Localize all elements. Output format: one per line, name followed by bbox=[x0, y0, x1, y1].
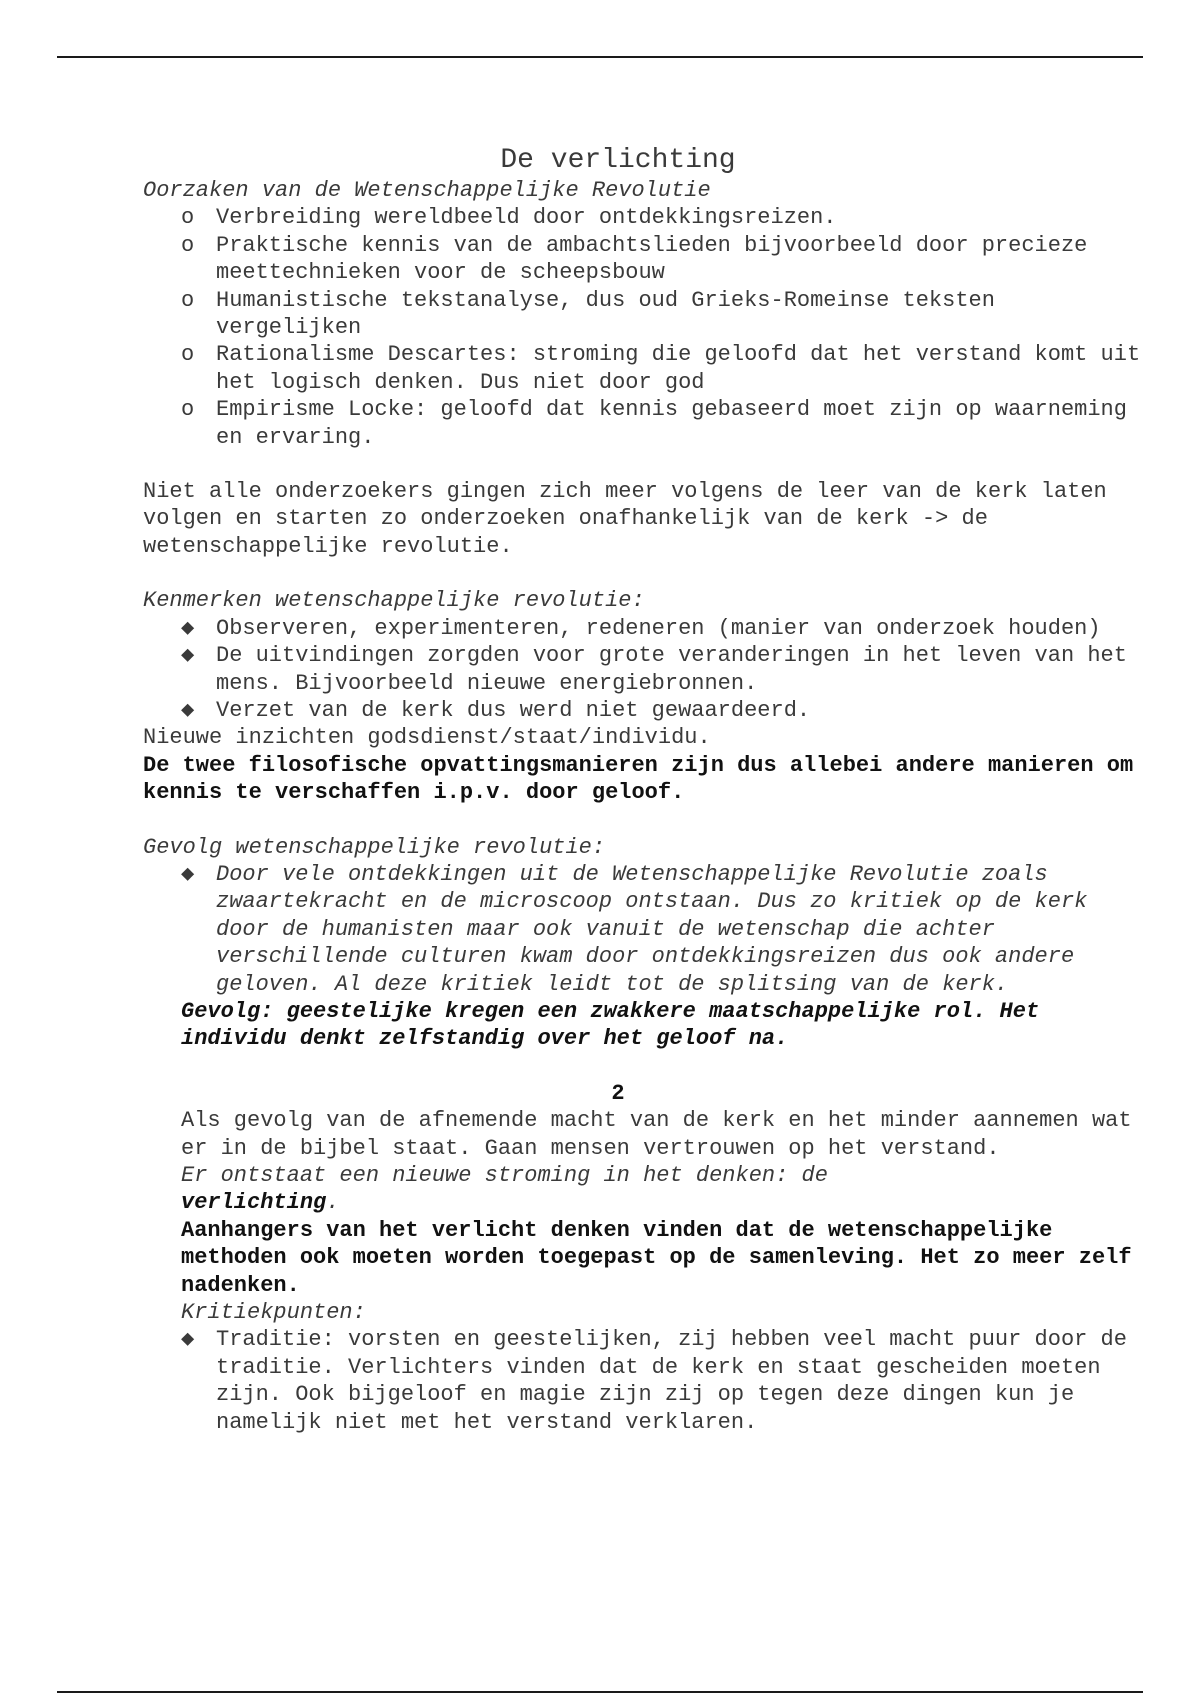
diamond-bullet-icon: ◆ bbox=[181, 615, 195, 641]
section-gevolg bbox=[143, 834, 1143, 1053]
bold-summary: De twee filosofische opvattingsmanieren zijn dus allebei andere manieren om kennis te verschaffen i.p.v. door geloof. bbox=[143, 752, 1134, 806]
section-heading: Oorzaken van de Wetenschappelijke Revolutie bbox=[143, 178, 711, 203]
aanhangers-paragraph: Aanhangers van het verlicht denken vinden dat de wetenschappelijke methoden ook moeten worden toegepast op de samenleving. Het zo meer zelf nadenken. bbox=[181, 1217, 1132, 1298]
list-item: ◆ Door vele ontdekkingen uit de Wetenschappelijke Revolutie zoals zwaartekracht en de microscoop ontstaan. Dus zo kritiek op de kerk door de humanisten maar ook vanuit de wetenschap die achter verschillende culturen kwam door ontdekkingsreizen dus ook andere geloven. Al deze kritiek leidt tot de splitsing van de kerk. bbox=[181, 861, 1088, 997]
bullet-icon: o bbox=[181, 397, 195, 423]
document-body bbox=[143, 145, 1143, 1436]
diamond-bullet-icon: ◆ bbox=[181, 861, 195, 887]
list-item: o Verbreiding wereldbeeld door ontdekkingsreizen. bbox=[181, 205, 837, 231]
bullet-icon: o bbox=[181, 287, 195, 313]
top-rule bbox=[57, 56, 1143, 58]
paragraph-revolutie: Niet alle onderzoekers gingen zich meer volgens de leer van de kerk laten volgen en starten zo onderzoeken onafhankelijk van de kerk -> de wetenschappelijke revolutie. bbox=[143, 479, 1107, 559]
verlichting-intro: Als gevolg van de afnemende macht van de kerk en het minder aannemen wat er in de bijbel staat. Gaan mensen vertrouwen op het verstand. bbox=[181, 1108, 1132, 1161]
verlichting-term: verlichting bbox=[181, 1190, 327, 1216]
list-item: ◆ Observeren, experimenteren, redeneren (manier van onderzoek houden) bbox=[181, 615, 1101, 641]
kritiekpunten-heading: Kritiekpunten: bbox=[181, 1300, 366, 1326]
section-heading: Gevolg wetenschappelijke revolutie: bbox=[143, 834, 606, 860]
list-item: ◆ De uitvindingen zorgden voor grote veranderingen in het leven van het mens. Bijvoorbeeld nieuwe energiebronnen. bbox=[181, 643, 1127, 696]
section-verlichting bbox=[181, 1107, 1143, 1436]
list-item: o Humanistische tekstanalyse, dus oud Grieks-Romeinse teksten vergelijken bbox=[181, 287, 995, 341]
section-oorzaken bbox=[143, 177, 1143, 451]
section-kenmerken bbox=[143, 587, 1143, 806]
gevolg-list bbox=[143, 861, 1143, 998]
diamond-bullet-icon: ◆ bbox=[181, 1327, 195, 1353]
list-item: ◆ Verzet van de kerk dus werd niet gewaardeerd. bbox=[181, 697, 811, 723]
oorzaken-list bbox=[143, 204, 1143, 451]
kenmerken-list bbox=[143, 615, 1143, 725]
diamond-bullet-icon: ◆ bbox=[181, 697, 195, 723]
list-item: o Praktische kennis van de ambachtslieden bijvoorbeeld door precieze meettechnieken voor de scheepsbouw bbox=[181, 232, 1088, 286]
stroming-line: Er ontstaat een nieuwe stroming in het denken: de verlichting. bbox=[181, 1163, 828, 1216]
list-item: ◆ Traditie: vorsten en geestelijken, zij hebben veel macht puur door de traditie. Verlichters vinden dat de kerk en staat gescheiden moeten zijn. Ook bijgeloof en magie zijn zij op tegen deze dingen kun je namelijk niet met het verstand verklaren. bbox=[181, 1327, 1127, 1435]
section-heading: Kenmerken wetenschappelijke revolutie: bbox=[143, 588, 645, 614]
bottom-rule bbox=[57, 1691, 1143, 1693]
bullet-icon: o bbox=[181, 232, 195, 258]
diamond-bullet-icon: ◆ bbox=[181, 643, 195, 669]
bullet-icon: o bbox=[181, 205, 195, 231]
gevolg-conclusion: Gevolg: geestelijke kregen een zwakkere maatschappelijke rol. Het individu denkt zelfstandig over het geloof na. bbox=[181, 998, 1040, 1052]
kritiek-list bbox=[181, 1326, 1143, 1436]
inzichten-line: Nieuwe inzichten godsdienst/staat/individu. bbox=[143, 725, 711, 751]
bullet-icon: o bbox=[181, 342, 195, 368]
page-title: De verlichting bbox=[500, 145, 736, 176]
page-number: 2 bbox=[611, 1080, 625, 1106]
list-item: o Rationalisme Descartes: stroming die geloofd dat het verstand komt uit het logisch denken. Dus niet door god bbox=[181, 342, 1141, 395]
list-item: o Empirisme Locke: geloofd dat kennis gebaseerd moet zijn op waarneming en ervaring. bbox=[181, 397, 1127, 450]
